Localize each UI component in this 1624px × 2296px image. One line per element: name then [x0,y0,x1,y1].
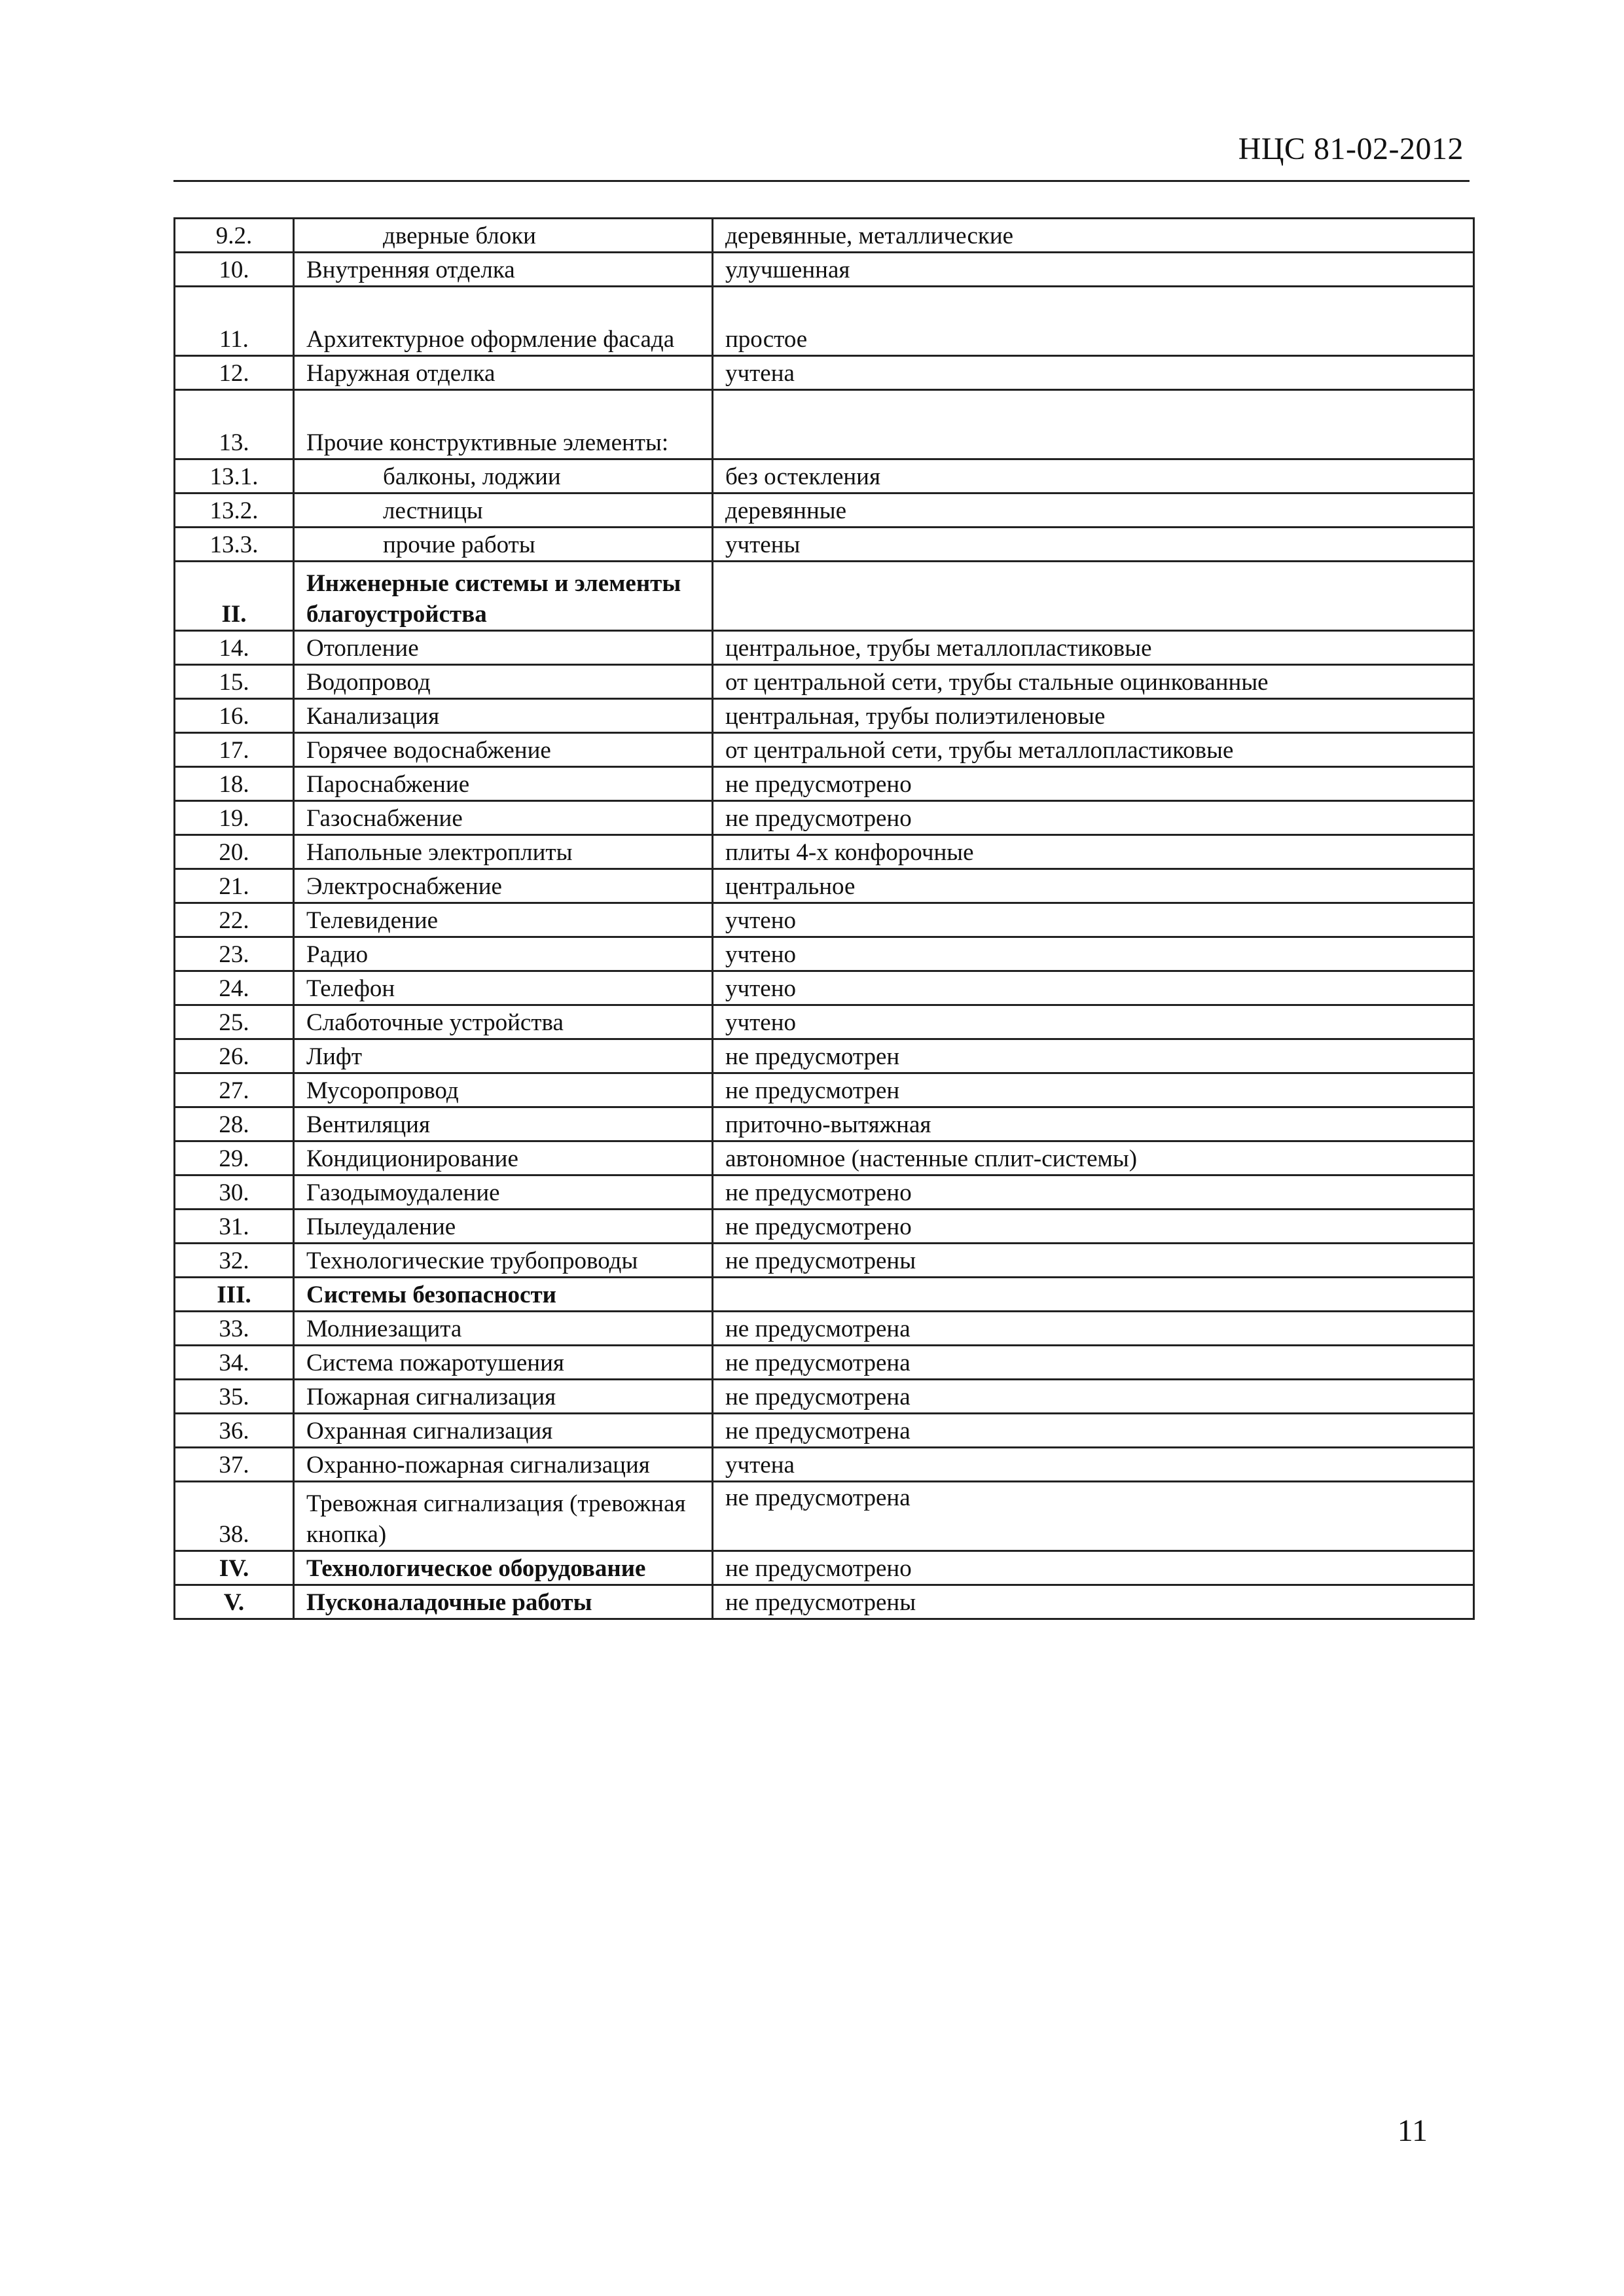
row-value: не предусмотрен [713,1039,1474,1073]
row-number: 24. [175,971,294,1005]
row-value: не предусмотрено [713,1210,1474,1244]
row-name: Слаботочные устройства [294,1005,713,1039]
section-title: Технологическое оборудование [294,1551,713,1585]
row-value: не предусмотрена [713,1346,1474,1380]
row-value: не предусмотрена [713,1414,1474,1448]
document-code: НЦС 81-02-2012 [1238,132,1464,166]
row-name: Газодымоудаление [294,1175,713,1210]
row-value: не предусмотрена [713,1380,1474,1414]
row-value: плиты 4-х конфорочные [713,835,1474,869]
row-value [713,562,1474,631]
row-name: балконы, лоджии [294,459,713,493]
page-number: 11 [1397,2113,1428,2148]
table-row [175,903,1474,937]
row-name: Электроснабжение [294,869,713,903]
row-name: Прочие конструктивные элементы: [294,390,713,459]
row-name: Канализация [294,699,713,733]
row-number: 21. [175,869,294,903]
table-row [175,1039,1474,1073]
row-number: 31. [175,1210,294,1244]
row-value: без остекления [713,459,1474,493]
row-number: 37. [175,1448,294,1482]
section-number: IV. [175,1551,294,1585]
table-row [175,971,1474,1005]
table-row [175,1312,1474,1346]
row-name: Телефон [294,971,713,1005]
table-row [175,1005,1474,1039]
row-name: Пылеудаление [294,1210,713,1244]
row-name: Тревожная сигнализация (тревожная кнопка) [294,1482,713,1551]
row-value: учтены [713,528,1474,562]
row-name: дверные блоки [294,219,713,253]
table-row [175,631,1474,665]
table-row [175,219,1474,253]
table-row [175,733,1474,767]
table-row [175,253,1474,287]
row-number: 25. [175,1005,294,1039]
table-row [175,1073,1474,1107]
row-number: 13.3. [175,528,294,562]
table-row [175,1448,1474,1482]
table-row [175,493,1474,528]
row-value: центральное, трубы металлопластиковые [713,631,1474,665]
row-name: Газоснабжение [294,801,713,835]
row-value: приточно-вытяжная [713,1107,1474,1141]
row-name: Радио [294,937,713,971]
row-number: 26. [175,1039,294,1073]
row-name: Телевидение [294,903,713,937]
row-value: учтено [713,971,1474,1005]
row-value: не предусмотрен [713,1073,1474,1107]
row-value [713,390,1474,459]
row-name: Кондиционирование [294,1141,713,1175]
row-number: 23. [175,937,294,971]
row-value: не предусмотрены [713,1244,1474,1278]
section-row [175,1278,1474,1312]
table-row [175,767,1474,801]
table-row [175,699,1474,733]
row-name: Молниезащита [294,1312,713,1346]
section-row [175,1585,1474,1619]
table-row [175,356,1474,390]
row-number: 9.2. [175,219,294,253]
table-row [175,665,1474,699]
row-number: 10. [175,253,294,287]
row-name: прочие работы [294,528,713,562]
table-row [175,459,1474,493]
row-value: деревянные, металлические [713,219,1474,253]
section-row [175,562,1474,631]
table-row [175,1346,1474,1380]
row-name: Напольные электроплиты [294,835,713,869]
row-number: 32. [175,1244,294,1278]
row-number: 22. [175,903,294,937]
section-title: Системы безопасности [294,1278,713,1312]
row-value: не предусмотрена [713,1312,1474,1346]
header-rule [173,180,1470,182]
row-number: 36. [175,1414,294,1448]
table-row [175,1380,1474,1414]
table-row [175,390,1474,459]
table-row [175,1210,1474,1244]
row-value: автономное (настенные сплит-системы) [713,1141,1474,1175]
row-number: 30. [175,1175,294,1210]
section-number: III. [175,1278,294,1312]
row-name: Пожарная сигнализация [294,1380,713,1414]
row-value: учтено [713,1005,1474,1039]
row-name: Отопление [294,631,713,665]
row-value: не предусмотрена [713,1482,1474,1551]
row-value: учтена [713,356,1474,390]
row-name: Охранно-пожарная сигнализация [294,1448,713,1482]
row-number: 17. [175,733,294,767]
row-value: от центральной сети, трубы металлопластиковые [713,733,1474,767]
row-number: 13.2. [175,493,294,528]
row-value: центральное [713,869,1474,903]
table-row [175,869,1474,903]
row-value [713,1278,1474,1312]
row-number: 35. [175,1380,294,1414]
table-row [175,801,1474,835]
table-row [175,937,1474,971]
row-name: Водопровод [294,665,713,699]
table-row [175,1482,1474,1551]
row-number: 33. [175,1312,294,1346]
row-number: 14. [175,631,294,665]
row-number: 29. [175,1141,294,1175]
row-value: не предусмотрены [713,1585,1474,1619]
row-name: Мусоропровод [294,1073,713,1107]
row-value: не предусмотрено [713,1175,1474,1210]
row-name: Наружная отделка [294,356,713,390]
row-name: Охранная сигнализация [294,1414,713,1448]
section-title: Инженерные системы и элементы благоустройства [294,562,713,631]
row-name: Архитектурное оформление фасада [294,287,713,356]
section-title: Пусконаладочные работы [294,1585,713,1619]
section-number: V. [175,1585,294,1619]
row-value: учтено [713,937,1474,971]
table-row [175,528,1474,562]
row-number: 34. [175,1346,294,1380]
section-row [175,1551,1474,1585]
row-value: не предусмотрено [713,1551,1474,1585]
row-name: Вентиляция [294,1107,713,1141]
row-number: 19. [175,801,294,835]
row-number: 13. [175,390,294,459]
row-value: улучшенная [713,253,1474,287]
table-row [175,1175,1474,1210]
table-row [175,1414,1474,1448]
row-value: деревянные [713,493,1474,528]
row-name: лестницы [294,493,713,528]
row-value: учтена [713,1448,1474,1482]
row-number: 38. [175,1482,294,1551]
row-number: 28. [175,1107,294,1141]
row-value: учтено [713,903,1474,937]
row-number: 13.1. [175,459,294,493]
row-name: Горячее водоснабжение [294,733,713,767]
row-number: 15. [175,665,294,699]
table-row [175,1244,1474,1278]
table-row [175,1141,1474,1175]
table-row [175,1107,1474,1141]
row-name: Внутренняя отделка [294,253,713,287]
row-name: Пароснабжение [294,767,713,801]
row-number: 20. [175,835,294,869]
row-value: не предусмотрено [713,767,1474,801]
row-value: простое [713,287,1474,356]
row-name: Технологические трубопроводы [294,1244,713,1278]
row-value: от центральной сети, трубы стальные оцинкованные [713,665,1474,699]
row-name: Лифт [294,1039,713,1073]
row-number: 11. [175,287,294,356]
row-number: 18. [175,767,294,801]
row-value: не предусмотрено [713,801,1474,835]
row-number: 12. [175,356,294,390]
row-number: 27. [175,1073,294,1107]
row-value: центральная, трубы полиэтиленовые [713,699,1474,733]
table-row [175,835,1474,869]
table-row [175,287,1474,356]
row-name: Система пожаротушения [294,1346,713,1380]
row-number: 16. [175,699,294,733]
specification-table [173,217,1475,1620]
section-number: II. [175,562,294,631]
